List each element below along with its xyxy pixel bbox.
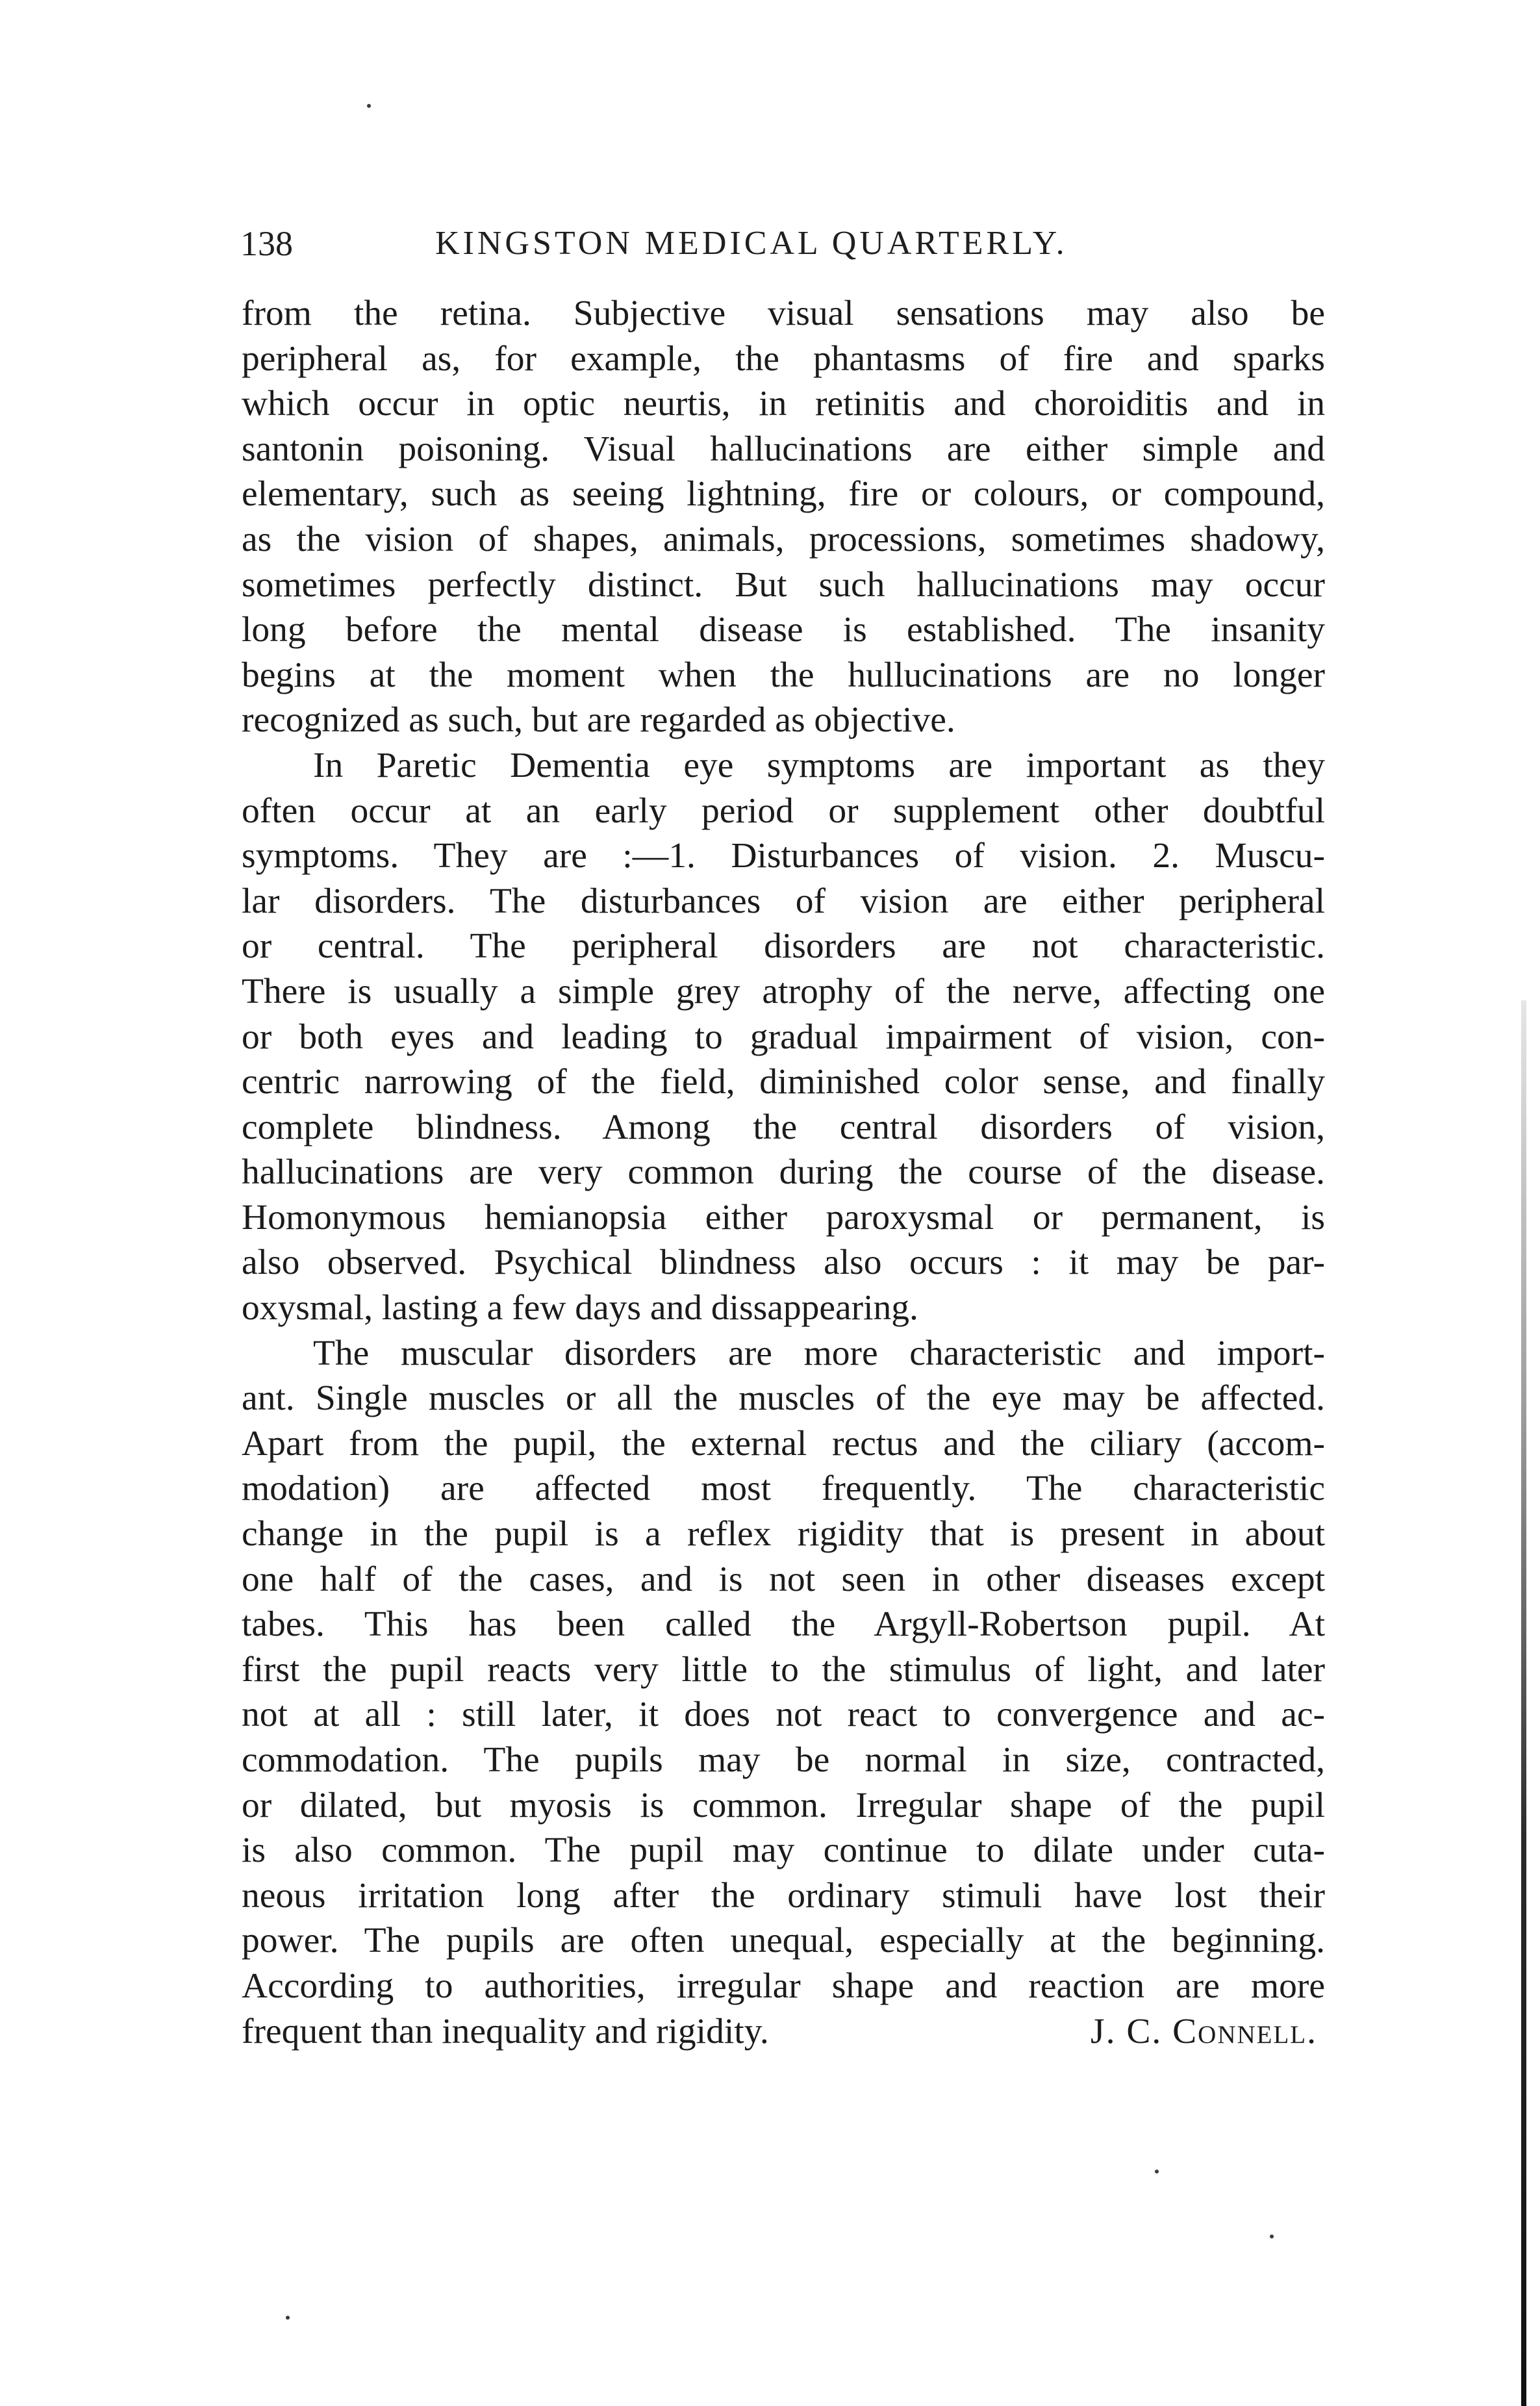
text-line: In Paretic Dementia eye symptoms are important as they	[313, 745, 1325, 785]
article-body	[242, 291, 1325, 2054]
text-line: one half of the cases, and is not seen in other diseases except	[242, 1559, 1325, 1599]
scan-speck	[367, 104, 371, 108]
scan-speck	[1155, 2170, 1159, 2173]
text-line: is also common. The pupil may continue to dilate under cuta-	[242, 1830, 1325, 1871]
paragraph-paretic-dementia	[242, 743, 1325, 1331]
text-line: first the pupil reacts very little to the stimulus of light, and later	[242, 1649, 1325, 1690]
text-line: symptoms. They are :—1. Disturbances of vision. 2. Muscu-	[242, 836, 1325, 876]
text-line: santonin poisoning. Visual hallucinations are either simple and	[242, 429, 1325, 469]
text-line: recognized as such, but are regarded as objective.	[242, 700, 955, 741]
text-line: lar disorders. The disturbances of vision are either peripheral	[242, 881, 1325, 921]
text-line: which occur in optic neurtis, in retinitis and choroiditis and in	[242, 384, 1325, 424]
text-line: commodation. The pupils may be normal in size, contracted,	[242, 1740, 1325, 1780]
closing-text: frequent than inequality and rigidity.	[242, 2011, 769, 2051]
journal-title: KINGSTON MEDICAL QUARTERLY.	[435, 225, 1068, 262]
text-line: According to authorities, irregular shape and reaction are more	[242, 1966, 1325, 2006]
scan-speck	[286, 2316, 290, 2320]
text-line: ant. Single muscles or all the muscles of the eye may be affected.	[242, 1378, 1325, 1419]
scan-speck	[1270, 2235, 1274, 2238]
text-line: not at all : still later, it does not react to convergence and ac-	[242, 1695, 1325, 1735]
paragraph-muscular-disorders	[242, 1331, 1325, 2055]
text-line: long before the mental disease is established. The insanity	[242, 610, 1325, 650]
text-line: change in the pupil is a reflex rigidity that is present in about	[242, 1514, 1325, 1554]
text-line: or central. The peripheral disorders are not characteristic.	[242, 926, 1325, 967]
text-line: elementary, such as seeing lightning, fire or colours, or compound,	[242, 474, 1325, 514]
text-line: There is usually a simple grey atrophy of the nerve, affecting one	[242, 971, 1325, 1011]
page-number: 138	[240, 224, 293, 263]
text-line: or both eyes and leading to gradual impairment of vision, con-	[242, 1017, 1325, 1057]
text-line: hallucinations are very common during the course of the disease.	[242, 1152, 1325, 1193]
running-head	[240, 218, 1325, 270]
text-line: complete blindness. Among the central disorders of vision,	[242, 1107, 1325, 1147]
text-line: or dilated, but myosis is common. Irregular shape of the pupil	[242, 1785, 1325, 1825]
text-line: The muscular disorders are more characteristic and import-	[313, 1333, 1325, 1373]
signoff-line	[242, 2009, 1325, 2055]
author-signature: J. C. Connell.	[1091, 2011, 1317, 2051]
text-line: Homonymous hemianopsia either paroxysmal or permanent, is	[242, 1197, 1325, 1237]
text-line: neous irritation long after the ordinary stimuli have lost their	[242, 1875, 1325, 1916]
text-line: sometimes perfectly distinct. But such hallucinations may occur	[242, 564, 1325, 605]
text-line: centric narrowing of the field, diminished color sense, and finally	[242, 1062, 1325, 1102]
text-line: power. The pupils are often unequal, especially at the beginning.	[242, 1921, 1325, 1961]
text-line: oxysmal, lasting a few days and dissappearing.	[242, 1288, 918, 1328]
text-line: often occur at an early period or supplement other doubtful	[242, 791, 1325, 831]
text-line: peripheral as, for example, the phantasms of fire and sparks	[242, 338, 1325, 379]
text-line: also observed. Psychical blindness also occurs : it may be par-	[242, 1243, 1325, 1283]
text-line: as the vision of shapes, animals, processions, sometimes shadowy,	[242, 519, 1325, 559]
paragraph-retina	[242, 291, 1325, 743]
text-line: tabes. This has been called the Argyll-Robertson pupil. At	[242, 1604, 1325, 1645]
scan-edge-shadow	[1521, 1000, 1526, 2406]
text-line: modation) are affected most frequently. The characteristic	[242, 1469, 1325, 1509]
text-line: begins at the moment when the hullucinations are no longer	[242, 655, 1325, 695]
text-line: from the retina. Subjective visual sensations may also be	[242, 294, 1325, 333]
text-line: Apart from the pupil, the external rectus and the ciliary (accom-	[242, 1423, 1325, 1463]
